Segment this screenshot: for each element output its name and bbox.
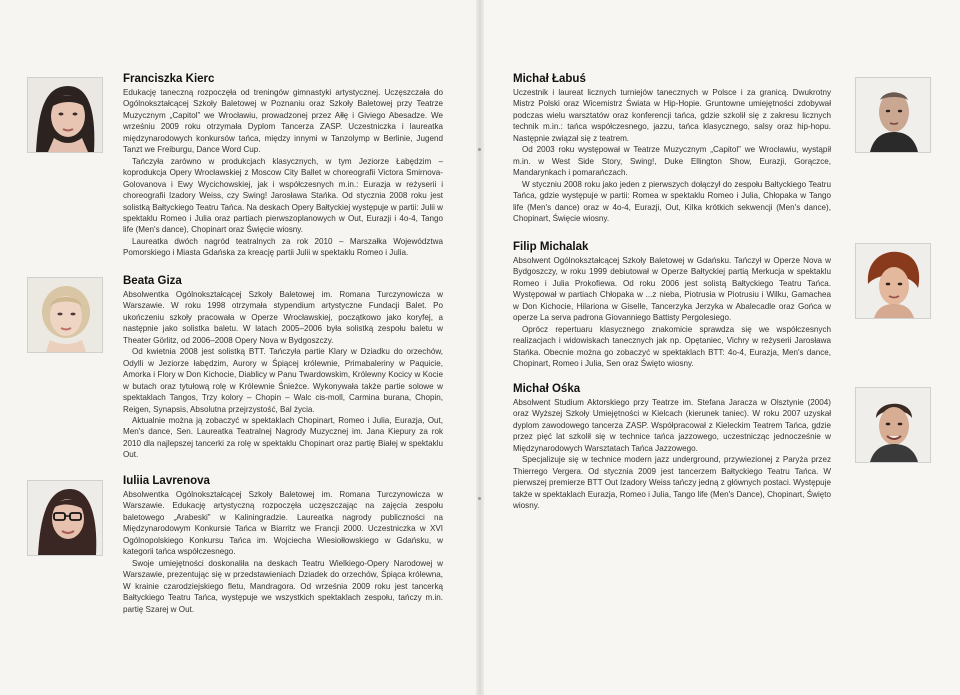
entry-name: Franciszka Kierc <box>123 73 215 85</box>
entry-paragraph: Tańczyła zarówno w produkcjach klasycznych, w tym Jeziorze Łabędzim – koprodukcja Opery Wrocławskiej z Moscow City Ballet w choreografii Victora Smirnova-Golovanova i Ewy Wycichowskiej, jak i współczesnych m.in.: Eurazja w reżyserii i choreografii Izadory Weiss, czy Swing! Jarosława Stańka. Od stycznia 2008 roku jest solistką Bałtyckiego Teatru Tańca. Na deskach Opery Bałtyckiej występuje w partii: Julii w spektaklu Romeo i Julia oraz partiach pierwszoplanowych w Out, Eurazji i 4o-4, Tango life (Men's dance), Chopinart oraz Święcie wiosny. <box>123 156 443 235</box>
portrait-michal-labus <box>855 77 931 153</box>
entry-paragraph: Edukację taneczną rozpoczęła od treningów gimnastyki artystycznej. Uczęszczała do Ogólnokształcącej Szkoły Baletowej w Poznaniu oraz Szkoły Baletowej przy Teatrze Muzycznym „Capitol” we Wrocławiu, prowadzonej przez Ałłę i Giviego Abesadze. We wrześniu 2009 roku otrzymała Dyplom Tancerza ZASP. Uczestniczka i laureatka międzynarodowych konkursów tańca, między innymi w Tanzolymp w Berlinie, Jugend Tanzt we Freiburgu, Dance Word Cup. <box>123 88 443 155</box>
entry-paragraph: Aktualnie można ją zobaczyć w spektaklach Chopinart, Romeo i Julia, Eurazja, Out, Men's dance, Sen. Laureatka Teatralnej Nagrody Muzycznej im. Jana Kiepury za rok 2010 dla najlepszej tancerki za rolę w spektaklu Chopinart oraz partię Białej w spektaklu Out. <box>123 415 443 460</box>
entry-franciszka-kierc <box>123 73 443 259</box>
portrait-image <box>28 278 102 352</box>
entry-paragraph: W styczniu 2008 roku jako jeden z pierwszych dołączył do zespołu Bałtyckiego Teatru Tańca, gdzie występuje w partii: Romea w spektaklu Romeo i Julia, Chłopaka w Tango life (Men's dance) oraz w 4o-4, Eurazji, Out, Kilka krótkich sekwencji (Men's dance), Chopinart, Święcie wiosny. <box>513 179 831 223</box>
entry-paragraph: Laureatka dwóch nagród teatralnych za rok 2010 – Marszałka Województwa Pomorskiego i Miasta Gdańska za kreację partii Julii w spektaklu Romeo i Julia. <box>123 236 443 258</box>
entry-michal-oska <box>513 383 831 512</box>
page-fold <box>476 0 484 695</box>
entry-paragraph: Specjalizuje się w technice modern jazz underground, przywiezionej z Paryża przez Thierrego Vergera. Od stycznia 2009 jest tancerzem Bałtyckiego Teatru Tańca. W pierwszej premierze BTT Out Izadory Weiss tańczy jedną z głównych postaci. Występuje także w spektaklach Eurazja, Romeo i Julia, Tango life (Men's Dance), Chopinart, Święto wiosny. <box>513 455 831 511</box>
entry-name: Michał Łabuś <box>513 73 586 85</box>
entry-paragraph: Od kwietnia 2008 jest solistką BTT. Tańczyła partie Klary w Dziadku do orzechów, Odylli w Jeziorze łabędzim, Aurory w Śpiącej królewnie, Primabaleriny w Paquicie, Amorka i Flory w Don Kichocie, Diablicy w Panu Twardowskim, Królewny Kocicy w Kocie w butach oraz tytułową rolę w Królewnie Śnieżce. Wykonywała także partie solowe w spektaklach Tangos, Trzy kolory – Chopin – Walc cis-moll, Carmina burana, Chopin, Reigen, Synapsis, Absolutna przejrzystość, Bal życia. <box>123 347 443 414</box>
entry-filip-michalak <box>513 241 831 370</box>
portrait-iuliia-lavrenova <box>27 480 103 556</box>
entry-iuliia-lavrenova <box>123 475 443 615</box>
portrait-franciszka-kierc <box>27 77 103 153</box>
portrait-image <box>28 481 102 555</box>
entry-paragraph: Absolwent Studium Aktorskiego przy Teatrze im. Stefana Jaracza w Olsztynie (2004) oraz Wyższej Szkoły Umiejętności w Kielcach (kierunek taniec). W roku 2007 uzyskał dyplom zawodowego tancerza ZASP. Współpracował z Kieleckim Teatrem Tańca, gdzie przez pięć lat szkolił się w technice tańca jazzowego, uczestnicząc jednocześnie w Międzynarodowych Warsztatach Tańca Jazzowego. <box>513 398 831 453</box>
portrait-image <box>856 78 930 152</box>
fold-speck <box>478 148 481 151</box>
entry-name: Filip Michalak <box>513 241 589 253</box>
entry-name: Michał Ośka <box>513 383 581 395</box>
entry-paragraph: Od 2003 roku występował w Teatrze Muzycznym „Capitol” we Wrocławiu, wystąpił m.in. w West Side Story, Swing!, Duke Ellington Show, Eurazji, Gorączce, Mandarynkach i pomarańczach. <box>513 145 831 178</box>
entry-paragraph: Oprócz repertuaru klasycznego znakomicie sprawdza się we współczesnych realizacjach i widowiskach tanecznych jak np. Opętaniec, Vichry w reżyserii Jarosława Stańka. Obecnie można go zobaczyć w spektaklach BTT: 4o-4, Eurazja, Men's dance, Chopinart, Romeo i Julia, Sen oraz Święto wiosny. <box>513 324 831 369</box>
entry-paragraph: Absolwentka Ogólnokształcącej Szkoły Baletowej im. Romana Turczynowicza w Warszawie. W roku 1998 otrzymała stypendium artystyczne Fundacji Balet. Po ukończeniu szkoły pracowała w Operze Wrocławskiej, początkowo jako koryfej, a następnie jako solistka baletu. W latach 2005–2006 była solistką zespołu baletu w Theater Görlitz, od 2006–2008 Opery Nova w Bydgoszczy. <box>123 290 443 345</box>
portrait-image <box>28 78 102 152</box>
entry-paragraph: Uczestnik i laureat licznych turniejów tanecznych w Polsce i za granicą. Dwukrotny Mistrz Polski oraz Wicemistrz Świata w Hip-Hopie. Gruntowne umiejętności zdobywał podczas wielu warsztatów oraz konferencji tańca, gdzie szkolił się z zakresu licznych technik m.in.: tańca współczesnego, jazzu, tańca klasycznego, salsy oraz hip-hopu. Następnie związał się z teatrem. <box>513 88 831 143</box>
entry-name: Beata Giza <box>123 275 182 287</box>
portrait-michal-oska <box>855 387 931 463</box>
portrait-image <box>856 388 930 462</box>
entry-paragraph: Absolwent Ogólnokształcącej Szkoły Baletowej w Gdańsku. Tańczył w Operze Nova w Bydgoszczy, w roku 1999 debiutował w Operze Bałtyckiej partią Merkucja w spektaklu Romeo i Julia Prokofiewa. Od roku 2006 jest solistą Bałtyckiego Teatru Tańca. Występował w partiach Chłopaka w ...z nieba, Piotrusia w Piotrusiu i Wilku, Gamachea w Don Kichocie, Hilariona w Giselle, Tancerzyka Jerzyka w Abalecadle oraz Gońca w operze La serva padrona Giovanniego Battisty Pergolesiego. <box>513 256 831 323</box>
portrait-filip-michalak <box>855 243 931 319</box>
entry-michal-labus <box>513 73 831 224</box>
portrait-beata-giza <box>27 277 103 353</box>
entry-name: Iuliia Lavrenova <box>123 475 210 487</box>
entry-paragraph: Swoje umiejętności doskonaliła na deskach Teatru Wielkiego-Opery Narodowej w Warszawie, prezentując się w przedstawieniach Dziadek do orzechów, Śpiąca królewna, W krainie czarodziejskiego fletu, Mandragora. Od września 2009 roku jest tancerką Bałtyckiego Teatru Tańca, występuje we wszystkich spektaklach zespołu, tańczy m.in. partię Szarej w Out. <box>123 558 443 614</box>
entry-paragraph: Absolwentka Ogólnokształcącej Szkoły Baletowej im. Romana Turczynowicza w Warszawie. Edukację artystyczną rozpoczęła uczęszczając na zajęcia zespołu baletowego „Arabeski” w Kaliningradzie. Laureatka nagrody publiczności na Międzynarodowym Konkursie Tańca w Biarritz we Francji 2000. Uczestniczka w XVI Ogólnopolskiego Konkursu Tańca im. Wojciecha Wiesiołłowskiego w Gdańsku, w kategorii tańca współczesnego. <box>123 490 443 557</box>
fold-speck <box>478 497 481 500</box>
portrait-image <box>856 244 930 318</box>
entry-beata-giza <box>123 275 443 461</box>
